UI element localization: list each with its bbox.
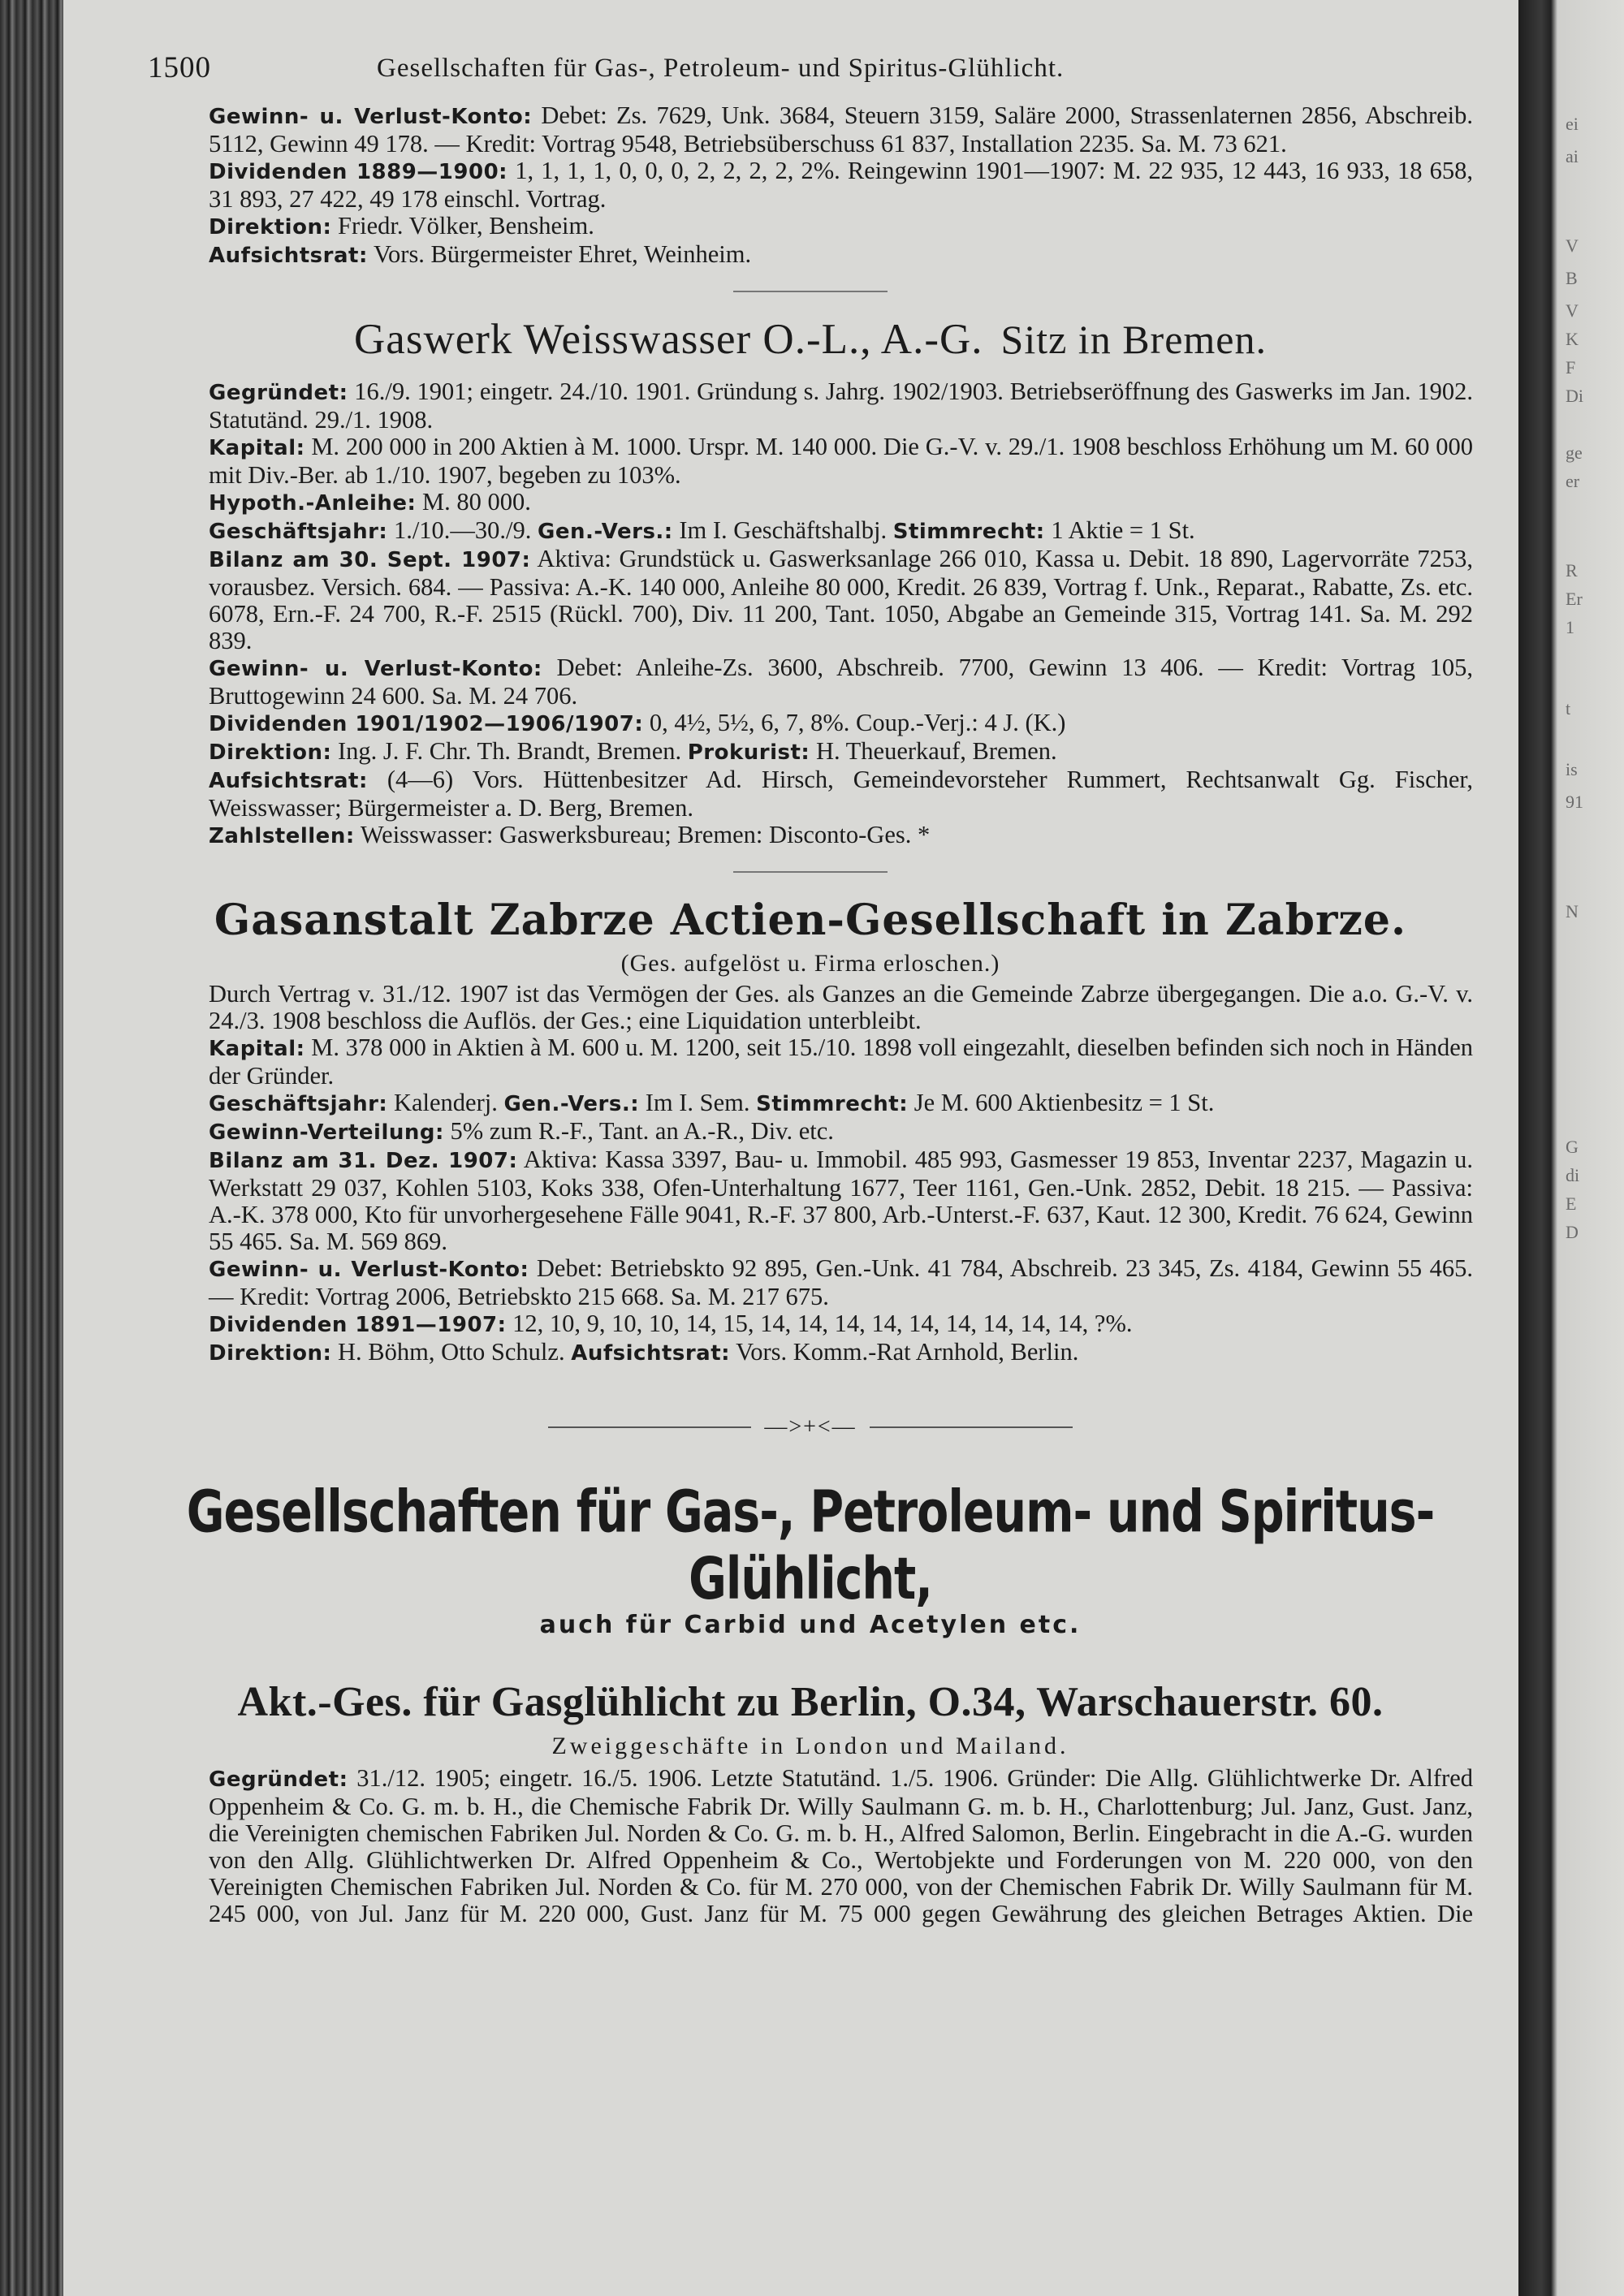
field-text: Friedr. Völker, Bensheim. <box>337 212 594 240</box>
running-title: Gesellschaften für Gas-, Petroleum- und Spiritus-Glühlicht. <box>377 54 1065 83</box>
bleed-text: ei <box>1566 114 1579 134</box>
divider <box>733 871 888 873</box>
field-text: Debet: Betriebskto 92 895, Gen.-Unk. 41 784, Abschreib. 23 345, Zs. 4184, Gewinn 55 465. — Kredit: Vortrag 2006, Betriebskto 215 668. Sa. M. 217 675. <box>209 1254 1474 1310</box>
field-text: Debet: Zs. 7629, Unk. 3684, Steuern 3159, Saläre 2000, Strassenlaternen 2856, Abschreib. 5112, Gewinn 49 178. — Kredit: Vortrag 9548, Betriebsüberschuss 61 837, Installation 2235. Sa. M. 73 621. <box>209 101 1473 158</box>
field-label: Geschäftsjahr: <box>209 520 388 544</box>
entry-paragraph: Durch Vertrag v. 31./12. 1907 ist das Vermögen der Ges. als Ganzes an die Gemeinde Zabrze übergegangen. Die a.o. G.-V. v. 24./3. 1908 beschloss die Auflös. der Ges.; eine Liquidation unterbleibt. <box>209 980 1473 1034</box>
entry-paragraph <box>148 1090 1473 1118</box>
field-text: Kalenderj. <box>393 1089 498 1116</box>
field-text: Aktiva: Kassa 3397, Bau- u. Immobil. 485 993, Gasmesser 19 853, Inventar 2237, Magazin u. Werkstatt 29 037, Kohlen 5103, Koks 338, Ofen-Unterhaltung 1677, Teer 1161, Gen.-Unk. 2852, Debit. 18 215. — Passiva: A.-K. 378 000, Kto für unvorhergesehene Fälle 9041, R.-F. 37 800, Arb.-Unterst.-F. 637, Kaut. 12 300, Kredit. 76 624, Gewinn 55 465. Sa. M. 569 869. <box>209 1146 1473 1255</box>
bleed-text: ge <box>1566 442 1583 463</box>
field-label: Hypoth.-Anleihe: <box>209 491 417 516</box>
field-text: 1, 1, 1, 1, 0, 0, 0, 2, 2, 2, 2, 2%. Reingewinn 1901—1907: M. 22 935, 12 443, 16 933, 18 658, 31 893, 27 422, 49 178 einschl. Vortrag. <box>209 157 1474 213</box>
entry-paragraph <box>148 1146 1473 1255</box>
entry-paragraph <box>148 710 1473 738</box>
field-label: Kapital: <box>209 1037 305 1061</box>
field-text: Vors. Komm.-Rat Arnhold, Berlin. <box>736 1338 1079 1366</box>
entry-paragraph <box>148 1034 1473 1090</box>
field-label: Gegründet: <box>209 381 348 405</box>
field-label: Gewinn- u. Verlust-Konto: <box>209 1258 529 1282</box>
bleed-text: di <box>1566 1165 1580 1185</box>
field-label: Stimmrecht: <box>756 1092 909 1116</box>
field-text: M. 200 000 in 200 Aktien à M. 1000. Urspr. M. 140 000. Die G.-V. v. 29./1. 1908 beschloss Erhöhung um M. 60 000 mit Div.-Ber. ab 1./10. 1907, begeben zu 103%. <box>209 433 1474 489</box>
field-text: H. Theuerkauf, Bremen. <box>815 737 1057 765</box>
field-label: Direktion: <box>209 215 332 240</box>
field-label: Dividenden 1891—1907: <box>209 1313 507 1337</box>
bleed-text: ai <box>1566 146 1579 166</box>
entry-paragraph <box>148 1765 1473 1927</box>
bleed-text: F <box>1566 357 1576 378</box>
divider <box>733 291 888 292</box>
field-label: Dividenden 1889—1900: <box>209 160 508 184</box>
bleed-text: 91 <box>1566 792 1583 812</box>
field-text: Vors. Bürgermeister Ehret, Weinheim. <box>373 240 752 268</box>
field-label: Gewinn- u. Verlust-Konto: <box>209 105 533 129</box>
field-text: M. 378 000 in Aktien à M. 600 u. M. 1200, seit 15./10. 1898 voll eingezahlt, dieselben befinden sich noch in Händen der Gründer. <box>209 1034 1473 1090</box>
entry-paragraph <box>148 1339 1473 1367</box>
bleed-text: G <box>1566 1137 1579 1157</box>
field-label: Bilanz am 31. Dez. 1907: <box>209 1149 518 1173</box>
field-label: Direktion: <box>209 1341 332 1366</box>
bleed-text: Di <box>1566 386 1583 406</box>
company-branches: Zweiggeschäfte in London und Mailand. <box>551 1733 1069 1759</box>
entry-paragraph <box>148 434 1473 489</box>
company-entry-zabrze <box>148 981 1473 1367</box>
entry-paragraph <box>148 102 1473 158</box>
field-label: Stimmrecht: <box>892 520 1045 544</box>
field-text: (4—6) Vors. Hüttenbesitzer Ad. Hirsch, Gemeindevorsteher Rummert, Rechtsanwalt Gg. Fischer, Weisswasser; Bürgermeister a. D. Berg, Bremen. <box>209 766 1473 822</box>
bleed-text: E <box>1566 1193 1577 1214</box>
field-text: 0, 4½, 5½, 6, 7, 8%. Coup.-Verj.: 4 J. (K.) <box>649 709 1066 736</box>
entry-paragraph <box>148 1310 1473 1339</box>
field-label: Kapital: <box>209 436 305 460</box>
field-text: Debet: Anleihe-Zs. 3600, Abschreib. 7700, Gewinn 13 406. — Kredit: Vortrag 105, Bruttogewinn 24 600. Sa. M. 24 706. <box>209 654 1474 710</box>
company-entry-weisswasser <box>148 378 1473 850</box>
field-label: Zahlstellen: <box>209 824 355 848</box>
field-text: 5% zum R.-F., Tant. an A.-R., Div. etc. <box>450 1117 834 1145</box>
company-status-note: (Ges. aufgelöst u. Firma erloschen.) <box>620 950 1000 977</box>
field-label: Aufsichtsrat: <box>571 1341 731 1366</box>
entry-paragraph <box>148 654 1473 710</box>
entry-paragraph <box>148 1255 1473 1310</box>
top-block <box>148 102 1473 270</box>
field-text: 1./10.—30./9. <box>393 516 532 544</box>
bleed-text: Er <box>1566 589 1583 609</box>
entry-paragraph <box>148 517 1473 546</box>
field-label: Gewinn- u. Verlust-Konto: <box>209 657 542 681</box>
company-title <box>148 315 1473 364</box>
entry-paragraph <box>148 241 1473 270</box>
bleed-text: R <box>1566 560 1578 580</box>
field-text: Je M. 600 Aktienbesitz = 1 St. <box>914 1089 1215 1116</box>
entry-paragraph <box>148 822 1473 850</box>
field-label: Direktion: <box>209 740 332 765</box>
page-body <box>148 50 1473 1927</box>
field-text: Im I. Sem. <box>645 1089 750 1116</box>
next-page-edge <box>1518 0 1624 2296</box>
page-number: 1500 <box>148 51 211 84</box>
book-binding-shadow <box>0 0 63 2296</box>
bleed-text: t <box>1566 698 1571 719</box>
section-title: Gesellschaften für Gas-, Petroleum- und Spiritus-Glühlicht, <box>186 1478 1435 1613</box>
bleed-text: er <box>1566 471 1580 491</box>
field-label: Gegründet: <box>209 1767 348 1792</box>
ornament-line <box>548 1426 751 1428</box>
section-ornament <box>148 1414 1473 1440</box>
entry-paragraph <box>148 158 1473 213</box>
entry-paragraph <box>148 766 1473 822</box>
field-text: Aktiva: Grundstück u. Gaswerksanlage 266 010, Kassa u. Debit. 18 890, Lagervorräte 7253, vorausbez. Versich. 684. — Passiva: A.-K. 140 000, Anleihe 80 000, Kredit. 26 839, Vortrag f. Unk., Reparat., Rabatte, Zs. etc. 6078, Ern.-F. 24 700, R.-F. 2515 (Rückl. 700), Div. 11 200, Tant. 1050, Abgabe an Gemeinde 315, Vortrag 141. Sa. M. 292 839. <box>209 545 1473 654</box>
field-label: Geschäftsjahr: <box>209 1092 388 1116</box>
ornament-glyph: —>+<— <box>764 1414 857 1439</box>
field-label: Gewinn-Verteilung: <box>209 1120 444 1145</box>
field-label: Gen.-Vers.: <box>538 520 673 544</box>
field-label: Prokurist: <box>687 740 810 765</box>
entry-paragraph <box>148 1118 1473 1146</box>
entry-paragraph <box>148 378 1473 434</box>
company-title: Akt.-Ges. für Gasglühlicht zu Berlin, O.34, Warschauerstr. 60. <box>237 1679 1384 1725</box>
entry-paragraph <box>148 489 1473 517</box>
field-text: H. Böhm, Otto Schulz. <box>337 1338 565 1366</box>
company-seat: Sitz in Bremen. <box>1000 317 1267 362</box>
field-text: Weisswasser: Gaswerksbureau; Bremen: Disconto-Ges. * <box>360 821 931 848</box>
field-label: Bilanz am 30. Sept. 1907: <box>209 548 531 572</box>
field-text: M. 80 000. <box>422 488 531 516</box>
ornament-line <box>870 1426 1073 1428</box>
field-text: 16./9. 1901; eingetr. 24./10. 1901. Gründung s. Jahrg. 1902/1903. Betriebseröffnung des Gaswerks im Jan. 1902. Statutänd. 29./1. 1908. <box>209 378 1474 434</box>
bleed-text: D <box>1566 1222 1579 1242</box>
company-entry-berlin <box>148 1765 1473 1927</box>
running-header <box>148 50 1473 91</box>
field-text: 12, 10, 9, 10, 10, 14, 15, 14, 14, 14, 14, 14, 14, 14, 14, 14, ?%. <box>512 1310 1133 1337</box>
field-text: Im I. Geschäftshalbj. <box>679 516 888 544</box>
bleed-text: N <box>1566 901 1579 921</box>
field-text: 1 Aktie = 1 St. <box>1051 516 1195 544</box>
field-label: Aufsichtsrat: <box>209 769 368 793</box>
field-label: Aufsichtsrat: <box>209 244 368 268</box>
company-name: Gaswerk Weisswasser O.-L., A.-G. <box>354 316 983 363</box>
bleed-text: B <box>1566 268 1578 288</box>
bleed-text: is <box>1566 759 1578 779</box>
bleed-text: 1 <box>1566 617 1574 637</box>
field-label: Dividenden 1901/1902—1906/1907: <box>209 712 644 736</box>
bleed-text: V <box>1566 300 1579 321</box>
bleed-text: K <box>1566 329 1579 349</box>
bleed-text: V <box>1566 235 1579 256</box>
section-subtitle: auch für Carbid und Acetylen etc. <box>539 1611 1082 1639</box>
field-label: Gen.-Vers.: <box>503 1092 640 1116</box>
field-text: 31./12. 1905; eingetr. 16./5. 1906. Letzte Statutänd. 1./5. 1906. Gründer: Die Allg. Glühlichtwerke Dr. Alfred Oppenheim & Co. G. m. b. H., die Chemische Fabrik Dr. Willy Saulmann G. m. b. H., Charlottenburg; Jul. Janz, Gust. Janz, die Vereinigten chemischen Fabriken Jul. Norden & Co. G. m. b. H., Alfred Salomon, Berlin. Eingebracht in die A.-G. wurden von den Allg. Glühlichtwerken Dr. Alfred Oppenheim & Co., Wertobjekte und Forderungen von M. 220 000, von den Vereinigten Chemischen Fabriken Jul. Norden & Co. für M. 270 000, von der Chemischen Fabrik Dr. Willy Saulmann für M. 245 000, von Jul. Janz für M. 220 000, Gust. Janz für M. 75 000 gegen Gewährung des gleichen Betrages Aktien. Die <box>209 1764 1474 1927</box>
entry-paragraph <box>148 213 1473 241</box>
company-title: Gasanstalt Zabrze Actien-Gesellschaft in Zabrze. <box>214 896 1407 945</box>
field-text: Ing. J. F. Chr. Th. Brandt, Bremen. <box>337 737 682 765</box>
entry-paragraph <box>148 546 1473 654</box>
entry-paragraph <box>148 738 1473 766</box>
